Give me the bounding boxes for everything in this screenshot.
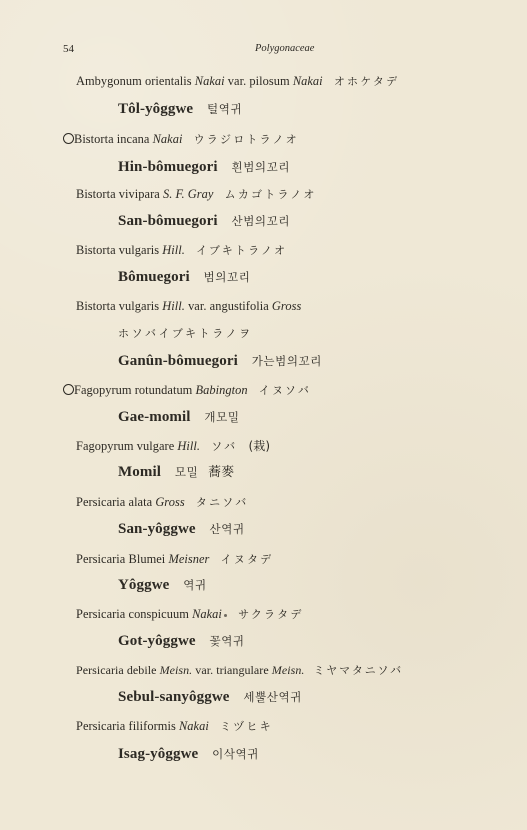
page-header: [63, 43, 477, 59]
japanese-name: ミヤマタニソバ: [313, 664, 403, 677]
japanese-name: ソバ: [211, 440, 238, 453]
genus: Persicaria: [76, 607, 126, 621]
common-name-bomuegori: [118, 270, 250, 285]
korean-name: 역귀: [183, 578, 207, 592]
species: vivipara: [118, 187, 160, 201]
latin-entry-fagopyrum-vulgare: [76, 440, 270, 452]
common-name-san-yoggwe: [118, 522, 245, 537]
genus: Bistorta: [74, 132, 114, 146]
genus: Bistorta: [76, 299, 116, 313]
korean-name: 이삭역귀: [212, 747, 259, 761]
romanized-name: Gae-momil: [118, 409, 191, 425]
genus: Persicaria: [76, 663, 124, 677]
var-author: Gross: [271, 299, 302, 313]
author: Meisn.: [159, 663, 193, 677]
running-title: Polygonaceae: [255, 43, 315, 54]
latin-entry-ambygonum-orientalis: [76, 75, 399, 87]
var-label: var.: [195, 663, 214, 677]
author: Hill.: [162, 299, 185, 313]
romanized-name: Bômuegori: [118, 269, 190, 285]
romanized-name: San-yôggwe: [118, 521, 196, 537]
korean-name: 범의꼬리: [203, 270, 251, 284]
common-name-momil: [118, 465, 234, 480]
species: vulgaris: [118, 299, 160, 313]
latin-entry-bistorta-vivipara: [76, 188, 317, 200]
kanji-name: 蕎麥: [208, 465, 235, 480]
korean-name: 개모밀: [204, 410, 240, 424]
genus: Bistorta: [76, 243, 116, 257]
korean-name: 가는범의꼬리: [251, 354, 322, 368]
latin-entry-persicaria-debile: [76, 664, 403, 676]
japanese-name: サクラタデ: [238, 608, 304, 621]
latin-entry-persicaria-blumei: [76, 553, 273, 565]
genus: Fagopyrum: [74, 383, 132, 397]
romanized-name: Hin-bômuegori: [118, 159, 218, 175]
japanese-name: イブキトラノオ: [196, 244, 288, 257]
genus: Persicaria: [76, 495, 126, 509]
korean-name: 산역귀: [209, 522, 245, 536]
romanized-name: Got-yôggwe: [118, 633, 196, 649]
japanese-name: ミヅヒキ: [220, 720, 273, 733]
latin-entry-bistorta-vulgaris: [76, 244, 287, 256]
romanized-name: Isag-yôggwe: [118, 746, 199, 762]
var-label: var.: [188, 299, 207, 313]
latin-entry-fagopyrum-rotundatum: [63, 384, 311, 396]
japanese-name: ホソバイブキトラノヲ: [118, 327, 253, 340]
common-name-sebul-sanyoggwe: [118, 690, 302, 705]
latin-entry-bistorta-vulgaris-angustifolia: [76, 300, 301, 312]
latin-entry-persicaria-filiformis: [76, 720, 273, 732]
japanese-name: ムカゴトラノオ: [224, 188, 317, 201]
romanized-name: Yôggwe: [118, 577, 170, 593]
cultivated-mark: (栽): [248, 439, 271, 453]
var-epithet: angustifolia: [209, 299, 269, 313]
korean-name: 모밀: [174, 465, 199, 479]
var-author: Meisn.: [271, 663, 305, 677]
author: Gross: [155, 495, 185, 509]
genus: Persicaria: [76, 719, 126, 733]
species: alata: [128, 495, 153, 509]
common-name-tol-yoggwe: [118, 102, 242, 117]
var-author: Nakai: [292, 74, 323, 88]
latin-entry-bistorta-incana: [63, 133, 299, 145]
genus: Persicaria: [76, 552, 126, 566]
latin-entry-persicaria-conspicuum: [76, 608, 304, 620]
author: Babington: [195, 383, 248, 397]
genus: Bistorta: [76, 187, 116, 201]
common-name-gae-momil: [118, 410, 240, 425]
korean-name: 털역귀: [207, 102, 243, 116]
common-name-isag-yoggwe: [118, 747, 259, 762]
author: Nakai: [152, 132, 183, 146]
var-label: var.: [227, 74, 247, 88]
romanized-name: Momil: [118, 464, 161, 480]
common-name-yoggwe: [118, 578, 207, 593]
species: vulgare: [136, 439, 175, 453]
print-mark-icon: [224, 614, 227, 617]
japanese-name: イヌソバ: [258, 384, 312, 397]
common-name-ganun-bomuegori: [118, 354, 322, 369]
common-name-san-bomuegori: [118, 214, 290, 229]
latin-entry-persicaria-alata: [76, 496, 248, 508]
romanized-name: Ganûn-bômuegori: [118, 353, 238, 369]
genus: Fagopyrum: [76, 439, 134, 453]
korean-name: 흰범의꼬리: [231, 160, 291, 174]
author: Nakai: [192, 607, 222, 621]
author: Hill.: [162, 243, 185, 257]
author: Meisner: [168, 552, 210, 566]
japanese-name-line: [118, 328, 253, 339]
author: Nakai: [194, 74, 225, 88]
korean-name: 세뿔산역귀: [243, 690, 302, 704]
author: S. F. Gray: [162, 187, 214, 201]
species: vulgaris: [118, 243, 160, 257]
species: incana: [116, 132, 150, 146]
species: conspicuum: [128, 607, 189, 621]
species: Blumei: [128, 552, 166, 566]
romanized-name: San-bômuegori: [118, 213, 218, 229]
author: Hill.: [177, 439, 201, 453]
author: Nakai: [178, 719, 209, 733]
genus: Ambygonum: [76, 74, 142, 88]
species: debile: [126, 663, 157, 677]
romanized-name: Sebul-sanyôggwe: [118, 689, 230, 705]
romanized-name: Tôl-yôggwe: [118, 101, 194, 117]
japanese-name: タニソバ: [195, 496, 249, 509]
var-epithet: triangulare: [216, 663, 269, 677]
species: filiformis: [128, 719, 176, 733]
korean-name: 산범의꼬리: [231, 214, 291, 228]
page-number: 54: [63, 43, 74, 55]
var-epithet: pilosum: [249, 74, 290, 88]
species: rotundatum: [134, 383, 193, 397]
common-name-got-yoggwe: [118, 634, 245, 649]
common-name-hin-bomuegori: [118, 160, 290, 175]
japanese-name: オホケタデ: [333, 75, 400, 88]
species: orientalis: [145, 74, 192, 88]
japanese-name: イヌタデ: [220, 553, 274, 566]
korean-name: 꽃역귀: [209, 634, 245, 648]
japanese-name: ウラジロトラノオ: [193, 133, 299, 146]
circle-marker-icon: [63, 133, 74, 144]
circle-marker-icon: [63, 384, 74, 395]
